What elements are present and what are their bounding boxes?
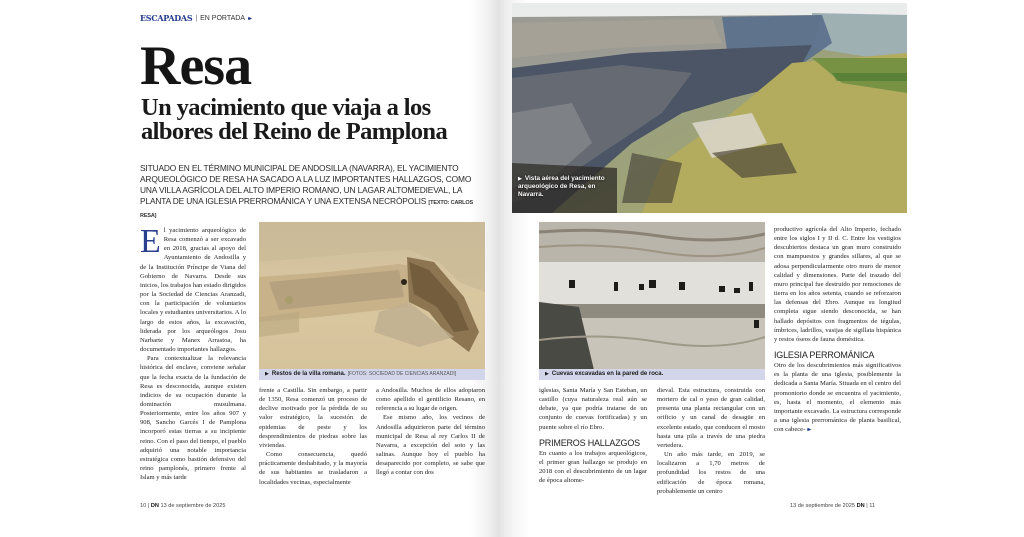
- caption-text: Restos de la villa romana.: [271, 371, 346, 377]
- right-page-folio: [790, 503, 875, 509]
- caption-arrow-icon: ▶: [265, 371, 269, 377]
- photo-credit: [FOTOS: SOCIEDAD DE CIENCIAS ARANZADI]: [347, 371, 457, 377]
- section-kicker: [140, 13, 250, 23]
- paragraph: iglesias, Santa María y San Esteban, un castillo (cuya naturaleza real aún se debate, ya que podría tratarse de un conjunto de cuevas fortificadas) y un puente sobre el río Ebro.: [539, 387, 647, 431]
- article-subtitle: Un yacimiento que viaja a los albores del Reino de Pamplona: [141, 94, 448, 145]
- aerial-photo-caption: [518, 175, 608, 198]
- folio-separator: |: [147, 503, 150, 509]
- caption-text: Vista aérea del yacimiento arqueológico de Resa, en Navarra.: [518, 175, 605, 198]
- subsection-name: EN PORTADA: [200, 14, 246, 22]
- paragraph-text: Otro de los descubrimientos más significativos es la planta de una iglesia, posiblemente la dedicada a Santa María. Situada en el centro del promontorio donde se encuentra el yacimiento, es, hasta el momento, el elemento más importante excavado. La estructura corresponde a una iglesia prerrománica de planta basilical, con cabece-: [774, 362, 901, 434]
- text-credit: [TEXTO: CARLOS RESA]: [140, 200, 473, 219]
- issue-date: 13 de septiembre de 2025: [790, 503, 855, 509]
- villa-romana-photo: [259, 222, 485, 370]
- kicker-separator: |: [195, 14, 198, 22]
- paragraph: Ese mismo año, los vecinos de Andosilla adquirieron parte del término municipal de Resa al rey Carlos II de Navarra, a excepción del soto y las salinas. Aunque hoy el pueblo ha desaparecido por completo, se sabe que llegó a contar con dos: [376, 414, 485, 477]
- paragraph: [140, 223, 246, 354]
- caves-photo: [539, 222, 765, 370]
- caves-photo-caption: [539, 369, 765, 380]
- continue-arrows-icon: ▸▸: [807, 427, 810, 434]
- folio-separator: |: [866, 503, 868, 509]
- paragraph: Para contextualizar la relevancia histórica del enclave, conviene señalar que la fecha exacta de la fundación de Resa es desconocida, aunque existen indicios de su ocupación durante la dominación musulmana. Posteriormente, entre los años 907 y 908, Sancho Garcés I de Pamplona incorporó estas tierras a su incipiente reino. Con el paso del tiempo, el pueblo adquirió una notable importancia estratégica como bastión defensivo del reino pamplonés, primero frente al Islam y más tarde: [140, 355, 246, 482]
- page-number: 11: [869, 503, 876, 509]
- paragraph: [774, 361, 901, 435]
- paragraph: dieval. Esta estructura, construida con mortero de cal o yeso de gran calidad, presenta una planta rectangular con un orificio y un canal de desagüe en excelente estado, que conducen el mosto hasta una pila a través de una piedra vertedera.: [657, 387, 765, 449]
- caption-text: Cuevas excavadas en la pared de roca.: [551, 371, 664, 377]
- publication-logo: DN: [856, 503, 865, 509]
- publication-logo: DN: [150, 503, 159, 509]
- caption-arrow-icon: ▶: [518, 176, 522, 182]
- text-column-6: [774, 225, 901, 435]
- text-column-1: [140, 223, 246, 482]
- subheading-iglesia-perromanica: IGLESIA PERROMÁNICA: [774, 350, 875, 361]
- article-title: Resa: [140, 35, 252, 97]
- text-column-5: [657, 386, 765, 496]
- paragraph: Como consecuencia, quedó prácticamente deshabitado, y la mayoría de sus habitantes se trasladaron a localidades vecinas, especialmente: [259, 451, 367, 486]
- text-column-4: [539, 386, 647, 485]
- paragraph: frente a Castilla. Sin embargo, a partir de 1350, Resa comenzó un proceso de declive motivado por la pérdida de su valor estratégico, la sucesión de epidemias de peste y los desprendimientos de piedras sobre las viviendas.: [259, 387, 367, 449]
- paragraph: a Andosilla. Muchos de ellos adoptaron como apellido el gentilicio Resano, en referencia a su lugar de origen.: [376, 387, 485, 413]
- issue-date: 13 de septiembre de 2025: [160, 503, 226, 509]
- text-column-2: [259, 386, 367, 487]
- lead-text: SITUADO EN EL TÉRMINO MUNICIPAL DE ANDOSILLA (NAVARRA), EL YACIMIENTO ARQUEOLÓGICO DE RESA HA SACADO A LA LUZ IMPORTANTES HALLAZGOS, COMO UNA VILLA AGRÍCOLA DEL ALTO IMPERIO ROMANO, UN LAGAR ALTOMEDIEVAL, LA PLANTA DE UNA IGLESIA PRERROMÁNICA Y UNA EXTENSA NECRÓPOLIS: [140, 163, 472, 206]
- left-page-folio: [140, 503, 225, 509]
- subheading-primeros-hallazgos: PRIMEROS HALLAZGOS: [539, 437, 640, 448]
- villa-photo-caption: [259, 369, 485, 380]
- forward-arrows-icon: ▸▸: [248, 15, 251, 22]
- caption-arrow-icon: ▶: [545, 371, 549, 377]
- paragraph-text: l yacimiento arqueológico de Resa comenzó a ser excavado en 2018, gracias al apoyo del Ayuntamiento de Andosilla y de la Institución Príncipe de Viana del Gobierno de Navarra. Desde sus inicios, los trabajos han estado dirigidos por la Sociedad de Ciencias Aranzadi, con la participación de voluntarios locales y estudiantes universitarios. A lo largo de estos años, la excavación, liderada por los arqueólogos Josu Narbarte y Manex Arrastoa, ha documentado importantes hallazgos.: [140, 227, 246, 354]
- villa-ruins-image: [259, 222, 485, 370]
- section-name: ESCAPADAS: [140, 13, 193, 23]
- rock-wall-caves-image: [539, 222, 765, 370]
- article-lead: [140, 163, 490, 222]
- text-column-3: [376, 386, 485, 478]
- paragraph: En cuanto a los trabajos arqueológicos, el primer gran hallazgo se produjo en 2018 con el descubrimiento de un lagar de época altome-: [539, 449, 647, 485]
- paragraph: Un año más tarde, en 2019, se localizaron a 1,70 metros de profundidad los restos de una edificación de época romana, probablemente un centro: [657, 451, 765, 495]
- drop-cap: E: [140, 223, 161, 260]
- paragraph: productivo agrícola del Alto Imperio, fechado entre los siglos I y II d. C. Entre los vestigios descubiertos destaca un gran muro construido con mampuestos y grandes sillares, al que se adosa perpendicularmente otro muro de menor calidad y dimensiones. Parte del trazado del muro principal fue destruido por remociones de tierra en los años setenta, cuando se reforzaron las defensas del Ebro. Aunque su longitud completa sigue siendo desconocida, se han hallado depósitos con fragmentos de tégulas, ímbrices, ladrillos, vasijas de sigillata hispánica y restos óseos de fauna doméstica.: [774, 226, 901, 343]
- page-number: 10: [140, 503, 147, 509]
